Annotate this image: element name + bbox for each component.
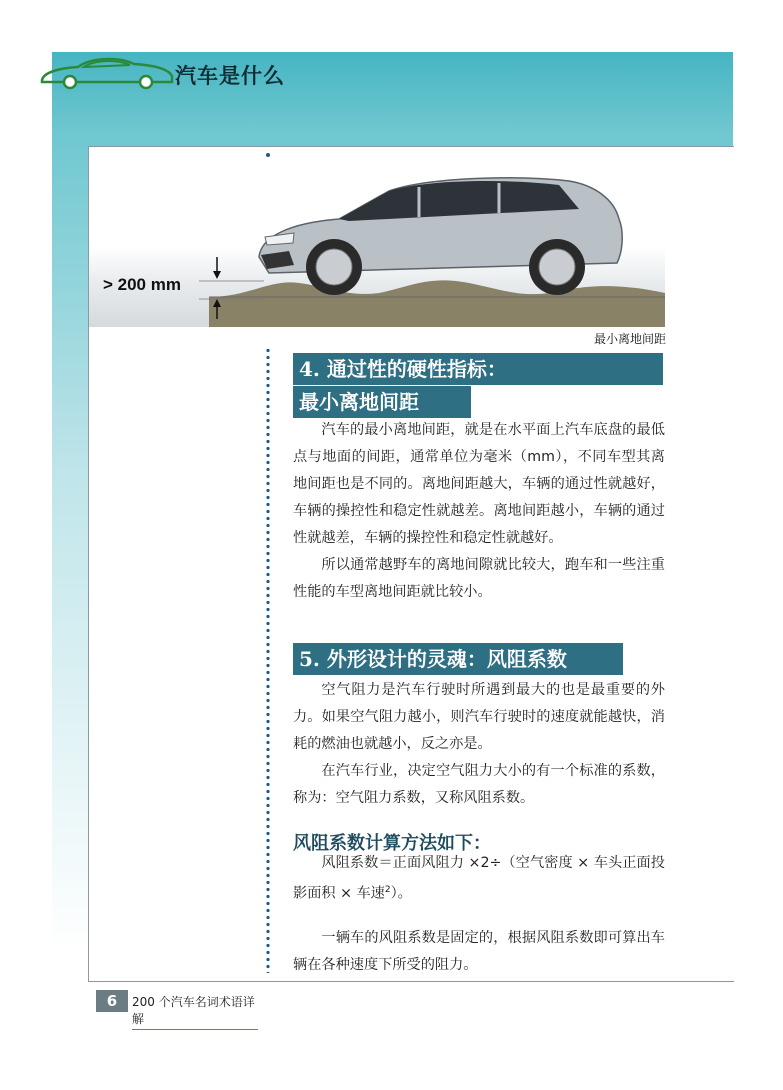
formula-main: 风阻系数＝正面风阻力 ×2÷（空气密度 × 车头正面投影面积 × 车速 [293,855,665,902]
formula-superscript: 2 [384,885,391,895]
page-number: 6 [96,990,128,1012]
section-4-body [293,417,665,606]
section-4-heading-line2: 最小离地间距 [293,386,471,418]
formula-text [293,850,665,908]
suv-illustration [89,147,665,327]
car-logo-icon [38,52,178,90]
formula-end: ）。 [390,885,412,902]
clearance-dimension-label: > 200 mm [103,275,181,294]
section-5-body [293,677,665,812]
section-4-paragraph: 所以通常越野车的离地间隙就比较大，跑车和一些注重性能的车型离地间距就比较小。 [293,557,665,600]
dotted-rule-top [266,153,270,157]
dotted-vertical-rule [265,347,271,973]
closing-paragraph: 一辆车的风阻系数是固定的，根据风阻系数即可算出车辆在各种速度下所受的阻力。 [293,930,665,973]
section-4-paragraph: 汽车的最小离地间距，就是在水平面上汽车底盘的最低点与地面的间距，通常单位为毫米（mm），不同车型其离地间距也是不同的。离地间距越大，车辆的通过性就越好，车辆的操控性和稳定性就越差。离地间距越小，车辆的通过性就越差，车辆的操控性和稳定性就越好。 [293,422,665,546]
closing-text [293,925,665,979]
section-5-heading: 5. 外形设计的灵魂：风阻系数 [293,643,623,675]
formula-heading: 风阻系数计算方法如下： [293,833,491,854]
figure-caption: 最小离地间距 [593,332,666,346]
section-5-paragraph: 空气阻力是汽车行驶时所遇到最大的也是最重要的外力。如果空气阻力越小，则汽车行驶时的速度就能越快，消耗的燃油也就越小，反之亦是。 [293,682,665,752]
chapter-title: 汽车是什么 [175,64,285,88]
section-4-heading-line1: 4. 通过性的硬性指标： [293,353,663,385]
book-title: 200 个汽车名词术语详解 [132,993,258,1030]
section-5-paragraph: 在汽车行业，决定空气阻力大小的有一个标准的系数，称为：空气阻力系数，又称风阻系数。 [293,763,665,806]
car-ground-clearance-figure [89,147,665,327]
content-panel [88,146,734,982]
